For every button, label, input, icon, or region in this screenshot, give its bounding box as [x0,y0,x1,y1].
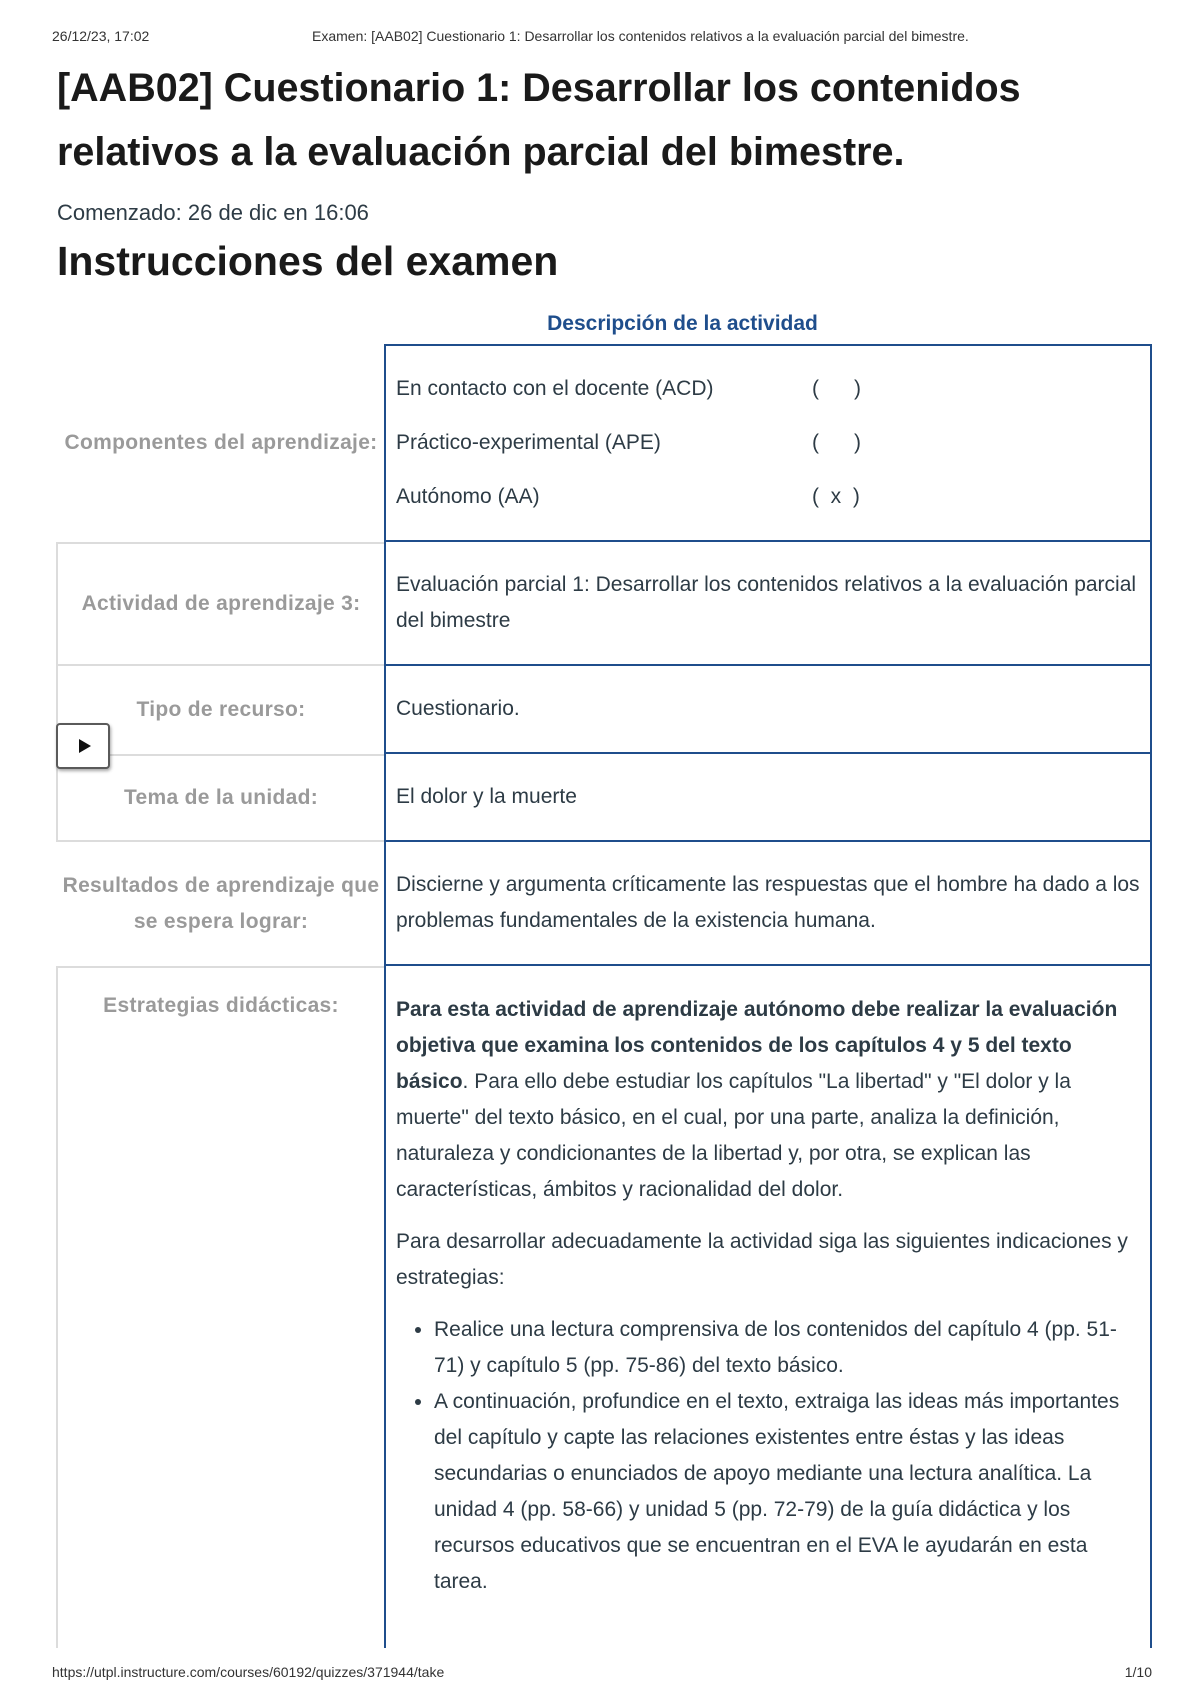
instructions-heading: Instrucciones del examen [57,238,559,284]
component-item [396,470,1140,524]
strategies-value [384,966,1152,1648]
list-item: • A continuación, profundice en el texto, extraiga las ideas más importantes del capítulo y capte las relaciones existentes entre éstas y las ideas secundarias o enunciados de apoyo mediante una lectura analítica. La unidad 4 (pp. 58-66) y unidad 5 (pp. 72-79) de la guía didáctica y los recursos educativos que se encuentran en el EVA le ayudarán en esta tarea. [434,1384,1140,1600]
component-name: En contacto con el docente (ACD) [396,377,714,400]
list-item: • Realice una lectura comprensiva de los contenidos del capítulo 4 (pp. 51-71) y capítulo 5 (pp. 75-86) del texto básico. [434,1312,1140,1384]
strategies-paragraph [396,992,1140,1208]
topic-value: El dolor y la muerte [384,754,1152,842]
resource-row [56,666,1152,754]
activity-value: Evaluación parcial 1: Desarrollar los contenidos relativos a la evaluación parcial del bimestre [384,542,1152,666]
quiz-title: [AAB02] Cuestionario 1: Desarrollar los contenidos relativos a la evaluación parcial del bimestre. [57,66,1021,174]
media-play-button[interactable] [56,723,110,769]
component-name: Autónomo (AA) [396,485,540,508]
print-page-title: Examen: [AAB02] Cuestionario 1: Desarrollar los contenidos relativos a la evaluación parcial del bimestre. [312,28,969,44]
resource-value: Cuestionario. [384,666,1152,754]
print-header [52,28,1152,48]
component-name: Práctico-experimental (APE) [396,431,661,454]
strategies-label: Estrategias didácticas: [56,966,384,1648]
component-mark: ( ) [812,431,861,454]
results-label: Resultados de aprendizaje que se espera lograr: [62,874,380,933]
quiz-started-info [57,200,369,226]
print-datetime: 26/12/23, 17:02 [52,28,150,44]
play-icon [79,739,91,753]
component-item [396,362,1140,416]
component-item [396,416,1140,470]
components-label: Componentes del aprendizaje: [64,431,378,454]
component-mark: ( ) [812,377,861,400]
started-value: 26 de dic en 16:06 [187,200,369,225]
started-label: Comenzado: [57,200,182,225]
topic-row [56,754,1152,842]
print-page-number: 1/10 [1124,1664,1152,1680]
strategies-list [396,1312,1140,1600]
activity-label: Actividad de aprendizaje 3: [56,542,384,666]
strategies-text: . Para ello debe estudiar los capítulos "La libertad" y "El dolor y la muerte" del texto básico, en el cual, por una parte, analiza la definición, naturaleza y condicionantes de la libertad y, por otra, se explican las características, ámbitos y racionalidad del dolor. [396,1070,1071,1201]
strategies-intro: Para desarrollar adecuadamente la actividad siga las siguientes indicaciones y estrategias: [396,1230,1128,1289]
results-value: Discierne y argumenta críticamente las respuestas que el hombre ha dado a los problemas fundamentales de la existencia humana. [384,842,1152,966]
results-row [56,842,1152,966]
resource-label: Tipo de recurso: [56,666,384,754]
strategies-bold-text: Para esta actividad de aprendizaje autónomo debe realizar la evaluación objetiva que examina los contenidos de los capítulos 4 y 5 del texto básico [396,998,1118,1093]
activity-row [56,542,1152,666]
print-footer [52,1664,1152,1684]
component-mark: ( x ) [812,485,860,508]
activity-description-table [56,344,1152,1648]
table-caption: Descripción de la actividad [547,312,818,335]
components-value [384,344,1152,542]
print-url: https://utpl.instructure.com/courses/60192/quizzes/371944/take [52,1664,445,1680]
strategies-row [56,966,1152,1648]
topic-label: Tema de la unidad: [56,754,384,842]
components-row [56,344,1152,542]
